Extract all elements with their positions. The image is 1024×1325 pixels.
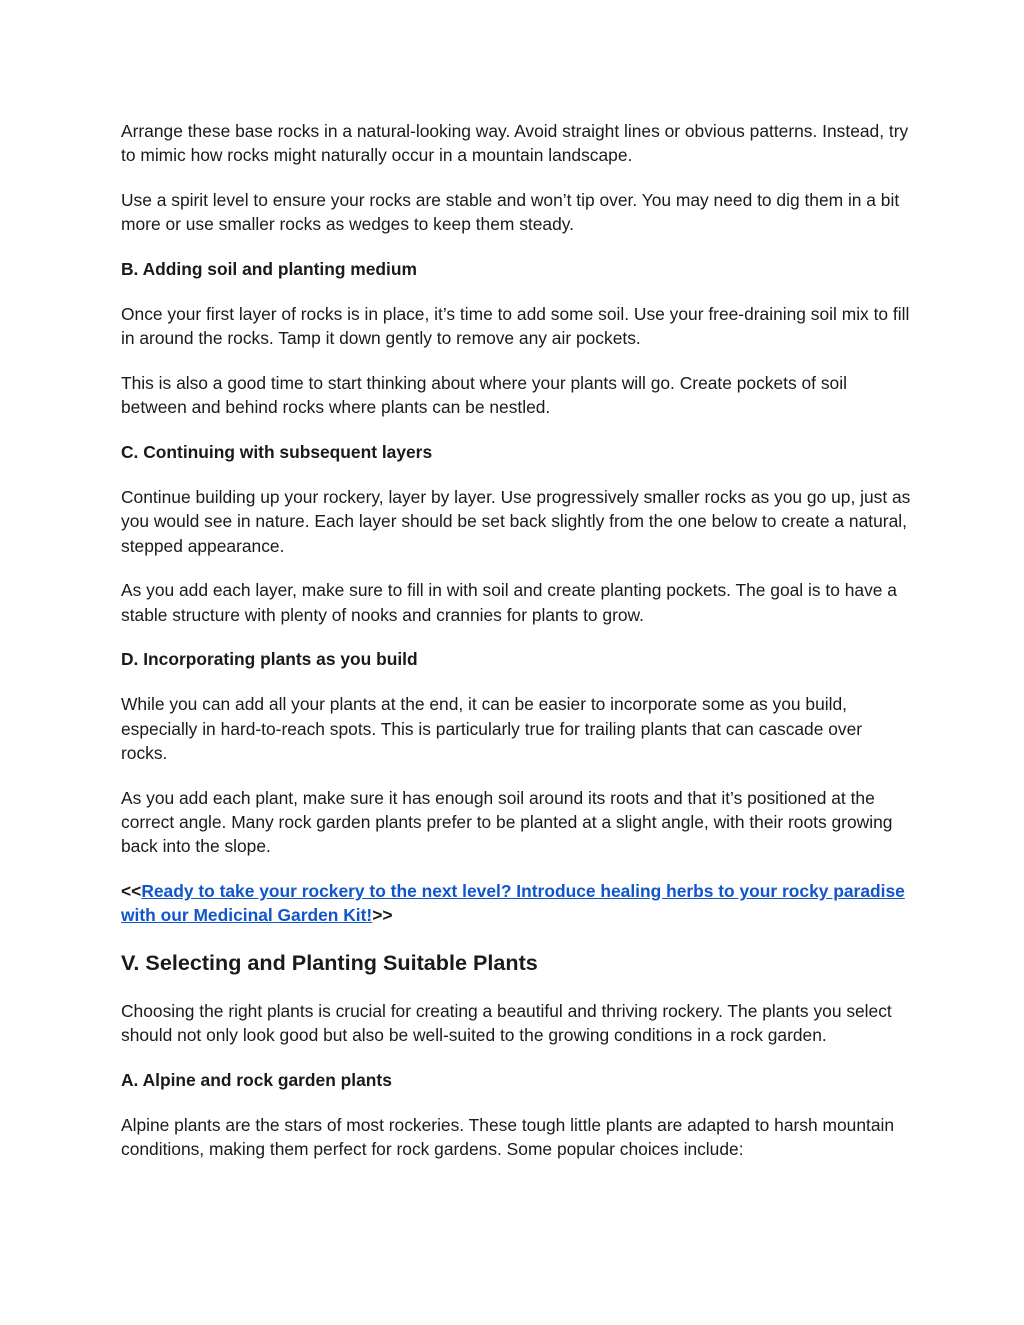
call-to-action: [121, 879, 911, 928]
subheading-incorporating-plants: D. Incorporating plants as you build: [121, 649, 418, 670]
paragraph-add-plants-while-building: While you can add all your plants at the end, it can be easier to incorporate some as you build, especially in hard-to-reach spots. This is particularly true for trailing plants that can cascade over rocks.: [121, 694, 863, 763]
subheading-alpine-plants: A. Alpine and rock garden plants: [121, 1069, 392, 1090]
cta-close-brackets: >>: [372, 905, 393, 926]
subheading-subsequent-layers: C. Continuing with subsequent layers: [121, 442, 433, 463]
paragraph-fill-soil: As you add each layer, make sure to fill in with soil and create planting pockets. The goal is to have a stable structure with plenty of nooks and crannies for plants to grow.: [121, 580, 897, 625]
paragraph-plant-angle: As you add each plant, make sure it has enough soil around its roots and that it’s positioned at the correct angle. Many rock garden plants prefer to be planted at a slight angle, with their roots growing back into the slope.: [121, 787, 893, 857]
cta-open-brackets: <<: [121, 881, 142, 902]
paragraph-first-layer-soil: Once your first layer of rocks is in place, it’s time to add some soil. Use your free-draining soil mix to fill in around the rocks. Tamp it down gently to remove any air pockets.: [121, 303, 910, 349]
document-body: [121, 119, 911, 1182]
paragraph-choosing-plants: Choosing the right plants is crucial for creating a beautiful and thriving rockery. The plants you select should not only look good but also be well-suited to the growing conditions in a rock garden.: [121, 1000, 892, 1045]
section-heading-selecting-plants: V. Selecting and Planting Suitable Plants: [121, 949, 538, 975]
paragraph-plant-pockets: This is also a good time to start thinking about where your plants will go. Create pockets of soil between and behind rocks where plants can be nestled.: [121, 373, 847, 418]
medicinal-garden-kit-link[interactable]: Ready to take your rockery to the next level? Introduce healing herbs to your rocky paradise with our Medicinal Garden Kit!: [121, 881, 905, 926]
paragraph-alpine-plants: Alpine plants are the stars of most rockeries. These tough little plants are adapted to harsh mountain conditions, making them perfect for rock gardens. Some popular choices include:: [121, 1114, 895, 1159]
paragraph-spirit-level: Use a spirit level to ensure your rocks are stable and won’t tip over. You may need to dig them in a bit more or use smaller rocks as wedges to keep them steady.: [121, 190, 900, 235]
subheading-adding-soil: B. Adding soil and planting medium: [121, 259, 417, 280]
paragraph-arrange-rocks: Arrange these base rocks in a natural-looking way. Avoid straight lines or obvious patterns. Instead, try to mimic how rocks might naturally occur in a mountain landscape.: [121, 121, 909, 166]
paragraph-building-layers: Continue building up your rockery, layer by layer. Use progressively smaller rocks as you go up, just as you would see in nature. Each layer should be set back slightly from the one below to create a natural, stepped appearance.: [121, 486, 911, 556]
